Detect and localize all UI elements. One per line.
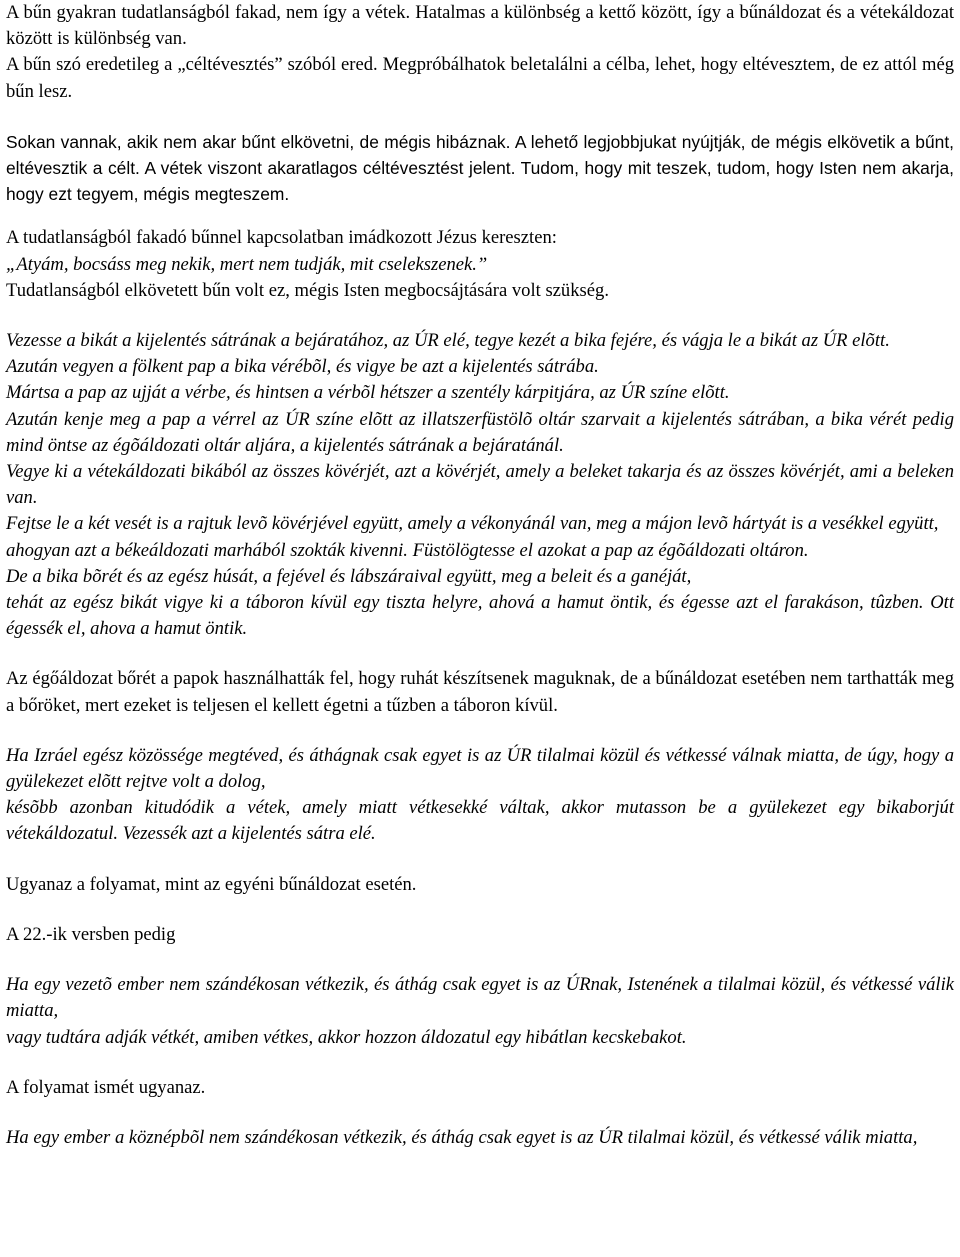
scripture-line: vagy tudtára adják vétkét, amiben vétkes, akkor hozzon áldozatul egy hibátlan kecskebakot. <box>6 1026 687 1048</box>
scripture-line: Mártsa a pap az ujját a vérbe, és hintsen a vérbõl hétszer a szentély kárpitjára, az ÚR színe elõtt. <box>6 382 730 404</box>
text-line: Az égőáldozat bőrét a papok használhatták fel, hogy ruhát készítsenek maguknak, de a bűnáldozat esetében nem tarthatták meg a bőröket, mert ezeket is teljesen el kellett égetni a tűzben a táboron kívül. <box>6 668 954 716</box>
scripture-line: Fejtse le a két vesét is a rajtuk levõ kövérjével együtt, amely a vékonyánál van, meg a májon levõ hártyát is a vesékkel együtt, <box>6 513 939 535</box>
scripture-block-common-people <box>6 1125 954 1151</box>
paragraph-sin-vs-transgression <box>6 0 954 105</box>
scripture-line: ahogyan azt a békeáldozati marhából szokták kivenni. Füstölögtesse el azokat a pap az égõáldozati oltáron. <box>6 539 809 561</box>
paragraph-many-people <box>6 129 954 208</box>
paragraph-same-process <box>6 872 954 898</box>
scripture-line: késõbb azonban kitudódik a vétek, amely miatt vétkesekké váltak, akkor mutasson be a gyülekezet egy bikaborjút vétekáldozatul. Vezessék azt a kijelentés sátra elé. <box>6 797 954 845</box>
text-line: A tudatlanságból fakadó bűnnel kapcsolatban imádkozott Jézus kereszten: <box>6 227 557 249</box>
text-line: Sokan vannak, akik nem akar bűnt elkövetni, de mégis hibáznak. A lehető legjobbjukat nyújtják, de mégis elkövetik a bűnt, eltévesztik a célt. A vétek viszont akaratlagos céltévesztést jelent. Tudom, hogy mit teszek, tudom, hogy Isten nem akarja, hogy ezt tegyem, mégis megteszem. <box>6 131 954 205</box>
text-line: A 22.-ik versben pedig <box>6 923 176 945</box>
scripture-line: Ha Izráel egész közössége megtéved, és áthágnak csak egyet is az ÚR tilalmai közül és vétkessé válnak miatta, de úgy, hogy a gyülekezet elõtt rejtve volt a dolog, <box>6 744 954 793</box>
text-line: Ugyanaz a folyamat, mint az egyéni bűnáldozat esetén. <box>6 873 417 895</box>
scripture-line: De a bika bõrét és az egész húsát, a fejével és lábszáraival együtt, meg a beleit és a ganéját, <box>6 565 692 587</box>
scripture-block-community <box>6 743 954 848</box>
scripture-line: Ha egy ember a köznépbõl nem szándékosan vétkezik, és áthág csak egyet is az ÚR tilalmai közül, és vétkessé válik miatta, <box>6 1126 918 1148</box>
scripture-block-leader <box>6 972 954 1051</box>
paragraph-verse-22 <box>6 922 954 948</box>
text-line: A bűn szó eredetileg a „céltévesztés” szóból ered. Megpróbálhatok beletalálni a célba, lehet, hogy eltévesztem, de ez attól még bűn lesz. <box>6 54 954 102</box>
quote-line: „Atyám, bocsáss meg nekik, mert nem tudják, mit cselekszenek.” <box>6 253 488 275</box>
scripture-line: tehát az egész bikát vigye ki a táboron kívül egy tiszta helyre, ahová a hamut öntik, és égesse azt el farakáson, tûzben. Ott égessék el, ahova a hamut öntik. <box>6 592 954 640</box>
paragraph-jesus-prayer <box>6 225 954 304</box>
text-line: Tudatlanságból elkövetett bűn volt ez, mégis Isten megbocsájtására volt szükség. <box>6 279 609 301</box>
paragraph-process-again <box>6 1075 954 1101</box>
paragraph-burnt-offering-skin <box>6 666 954 718</box>
scripture-line: Vegye ki a vétekáldozati bikából az összes kövérjét, azt a kövérjét, amely a beleket takarja és az összes kövérjét, ami a beleken van. <box>6 461 954 509</box>
scripture-line: Vezesse a bikát a kijelentés sátrának a bejáratához, az ÚR elé, tegye kezét a bika fejére, és vágja le a bikát az ÚR elõtt. <box>6 330 890 352</box>
text-line: A bűn gyakran tudatlanságból fakad, nem így a vétek. Hatalmas a különbség a kettő között, így a bűnáldozat és a vétekáldozat között is különbség van. <box>6 2 954 50</box>
scripture-line: Azután vegyen a fölkent pap a bika vérébõl, és vigye be azt a kijelentés sátrába. <box>6 356 599 378</box>
scripture-line: Ha egy vezetõ ember nem szándékosan vétkezik, és áthág csak egyet is az ÚRnak, Istenének a tilalmai közül, és vétkessé válik miatta, <box>6 974 954 1022</box>
scripture-block-bull-offering <box>6 328 954 642</box>
text-line: A folyamat ismét ugyanaz. <box>6 1076 206 1098</box>
scripture-line: Azután kenje meg a pap a vérrel az ÚR színe elõtt az illatszerfüstölõ oltár szarvait a kijelentés sátrában, a bika vérét pedig mind öntse az égõáldozati oltár aljára, a kijelentés sátrának a bejáratánál. <box>6 408 954 456</box>
